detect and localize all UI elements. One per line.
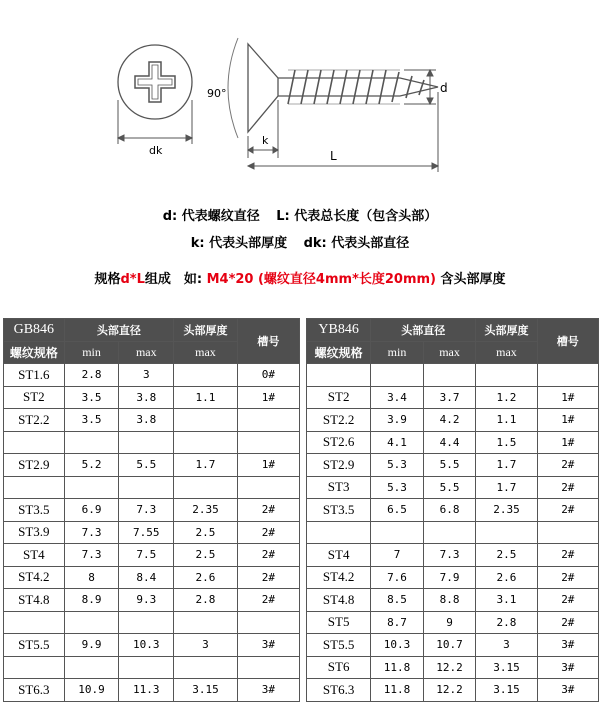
table-cell [237, 611, 299, 634]
table-cell: 8.7 [371, 611, 424, 634]
table-cell: 7.55 [119, 521, 174, 544]
d-label: d [440, 81, 448, 95]
table-cell: 8.8 [423, 589, 476, 612]
table-cell: ST4 [307, 544, 371, 567]
yb-min-header: min [371, 341, 424, 364]
gb-slot-header: 槽号 [237, 319, 299, 364]
table-cell: 4.1 [371, 431, 424, 454]
table-cell: 8.9 [64, 589, 119, 612]
table-cell: 3# [237, 679, 299, 702]
table-cell: 9 [423, 611, 476, 634]
table-cell: 2.5 [476, 544, 537, 567]
table-cell [64, 656, 119, 679]
spec-suffix: 组成 如: [144, 272, 207, 287]
table-cell: ST3.9 [4, 521, 65, 544]
table-cell: ST2.6 [307, 431, 371, 454]
screw-side-view [248, 44, 438, 132]
legend-line-2 [0, 232, 600, 251]
table-cell: 2.8 [476, 611, 537, 634]
table-cell [119, 656, 174, 679]
legend-d: d: 代表螺纹直径 [162, 209, 260, 224]
yb-slot-header: 槽号 [537, 319, 598, 364]
table-cell: 8.4 [119, 566, 174, 589]
table-cell: ST2.2 [307, 409, 371, 432]
table-row [307, 634, 599, 657]
table-row [307, 364, 599, 387]
gb-min-header: min [64, 341, 119, 364]
table-cell: 3# [537, 656, 598, 679]
table-cell: 4.4 [423, 431, 476, 454]
table-cell [119, 476, 174, 499]
table-cell: 9.3 [119, 589, 174, 612]
table-cell: 2.6 [174, 566, 238, 589]
table-cell [64, 476, 119, 499]
table-row [307, 611, 599, 634]
table-cell: 2.5 [174, 521, 238, 544]
gb846-spec-table [3, 318, 300, 702]
yb-thickness-max-header: max [476, 341, 537, 364]
table-cell: 1# [537, 386, 598, 409]
table-cell: 3.15 [174, 679, 238, 702]
table-cell: ST3.5 [307, 499, 371, 522]
table-cell: ST5 [307, 611, 371, 634]
table-cell [4, 611, 65, 634]
table-cell: ST5.5 [307, 634, 371, 657]
spec-format-line [0, 268, 600, 287]
table-cell: 2.35 [476, 499, 537, 522]
table-cell [174, 476, 238, 499]
gb-head-diameter-header: 头部直径 [64, 319, 174, 342]
table-cell: 2# [237, 589, 299, 612]
table-cell: 12.2 [423, 679, 476, 702]
table-cell: 1# [537, 431, 598, 454]
table-cell: 9.9 [64, 634, 119, 657]
table-cell: 10.7 [423, 634, 476, 657]
table-cell: ST5.5 [4, 634, 65, 657]
table-cell [237, 409, 299, 432]
table-cell: 7.3 [119, 499, 174, 522]
table-cell [64, 611, 119, 634]
table-cell: 2# [237, 544, 299, 567]
gb-head-thickness-header: 头部厚度 [174, 319, 238, 342]
table-cell: 3 [174, 634, 238, 657]
table-cell: 8.5 [371, 589, 424, 612]
legend-dk: dk: 代表头部直径 [303, 236, 410, 251]
table-cell: ST4.8 [307, 589, 371, 612]
table-cell: 6.9 [64, 499, 119, 522]
table-cell: 5.5 [119, 454, 174, 477]
table-cell: ST6.3 [4, 679, 65, 702]
table-cell: 1.7 [476, 476, 537, 499]
table-cell: 11.8 [371, 656, 424, 679]
spec-note: 含头部厚度 [436, 272, 506, 287]
table-cell: 3# [537, 679, 598, 702]
table-cell: 11.3 [119, 679, 174, 702]
table-cell: ST2.9 [4, 454, 65, 477]
table-cell: 7.3 [64, 544, 119, 567]
table-cell: 6.8 [423, 499, 476, 522]
table-row [4, 431, 300, 454]
table-cell: ST2 [4, 386, 65, 409]
table-row [4, 409, 300, 432]
table-cell: 10.3 [371, 634, 424, 657]
yb-head-thickness-header: 头部厚度 [476, 319, 537, 342]
table-cell: 2# [537, 566, 598, 589]
table-cell: 3.8 [119, 386, 174, 409]
table-cell: 1# [237, 454, 299, 477]
table-cell: 5.3 [371, 454, 424, 477]
table-cell: 2# [237, 521, 299, 544]
table-cell: ST6.3 [307, 679, 371, 702]
table-cell [423, 521, 476, 544]
table-cell: 3.15 [476, 656, 537, 679]
table-row [307, 589, 599, 612]
table-cell: 7 [371, 544, 424, 567]
table-cell: 4.2 [423, 409, 476, 432]
table-cell [4, 656, 65, 679]
gb-max-header: max [119, 341, 174, 364]
table-cell: 3.4 [371, 386, 424, 409]
yb846-spec-table [306, 318, 599, 702]
table-cell [423, 364, 476, 387]
table-cell: ST1.6 [4, 364, 65, 387]
table-cell: 2.35 [174, 499, 238, 522]
table-cell [476, 521, 537, 544]
table-cell: ST6 [307, 656, 371, 679]
table-cell: 2.8 [64, 364, 119, 387]
table-cell: 7.3 [423, 544, 476, 567]
screw-head-top-view [118, 45, 192, 119]
table-row [4, 499, 300, 522]
table-cell: ST4.2 [4, 566, 65, 589]
table-row [307, 521, 599, 544]
table-cell [174, 656, 238, 679]
table-cell: 2.6 [476, 566, 537, 589]
table-cell: ST2 [307, 386, 371, 409]
table-cell: 2# [537, 476, 598, 499]
table-cell [371, 521, 424, 544]
table-cell: 7.3 [64, 521, 119, 544]
table-cell: 5.3 [371, 476, 424, 499]
legend-L: L: 代表总长度（包含头部） [276, 209, 438, 224]
table-cell: 5.5 [423, 476, 476, 499]
dk-label: dk [149, 144, 163, 157]
L-label: L [330, 149, 337, 163]
table-cell: ST3 [307, 476, 371, 499]
table-cell: 6.5 [371, 499, 424, 522]
table-cell: 2.8 [174, 589, 238, 612]
table-cell: 3 [476, 634, 537, 657]
table-row [4, 634, 300, 657]
table-cell: 11.8 [371, 679, 424, 702]
table-row [4, 386, 300, 409]
table-cell [119, 431, 174, 454]
table-row [307, 499, 599, 522]
table-cell: 3.9 [371, 409, 424, 432]
table-cell: 2# [537, 499, 598, 522]
table-row [307, 454, 599, 477]
table-cell: 2# [537, 454, 598, 477]
table-cell [174, 364, 238, 387]
table-row [307, 409, 599, 432]
table-row [4, 364, 300, 387]
legend-line-1 [0, 205, 600, 224]
table-row [4, 476, 300, 499]
yb-standard-header: YB846 [307, 319, 371, 342]
table-cell [476, 364, 537, 387]
table-row [4, 521, 300, 544]
table-cell: 1.7 [476, 454, 537, 477]
table-cell: ST3.5 [4, 499, 65, 522]
table-cell: 2# [237, 566, 299, 589]
table-row [307, 386, 599, 409]
table-cell: 2# [537, 589, 598, 612]
table-row [307, 544, 599, 567]
gb-thickness-max-header: max [174, 341, 238, 364]
table-cell [174, 431, 238, 454]
spec-example: M4*20 (螺纹直径4mm*长度20mm) [206, 272, 436, 287]
table-cell: 1.1 [476, 409, 537, 432]
angle-label: 90° [207, 87, 227, 100]
table-cell: 7.6 [371, 566, 424, 589]
table-cell [237, 476, 299, 499]
table-cell [537, 521, 598, 544]
table-cell: 8 [64, 566, 119, 589]
table-cell: 3.7 [423, 386, 476, 409]
screw-technical-drawing [0, 0, 600, 190]
table-cell: ST2.2 [4, 409, 65, 432]
table-cell: 3.15 [476, 679, 537, 702]
table-cell: ST4 [4, 544, 65, 567]
table-cell: 0# [237, 364, 299, 387]
table-cell: ST4.8 [4, 589, 65, 612]
table-cell: 3# [537, 634, 598, 657]
table-row [307, 431, 599, 454]
table-cell [371, 364, 424, 387]
table-cell: 3.8 [119, 409, 174, 432]
yb-head-diameter-header: 头部直径 [371, 319, 476, 342]
table-cell [64, 431, 119, 454]
table-row [4, 454, 300, 477]
table-cell [307, 521, 371, 544]
spec-prefix: 规格 [94, 272, 121, 287]
table-cell: 1.1 [174, 386, 238, 409]
table-row [4, 611, 300, 634]
table-cell: 3.5 [64, 386, 119, 409]
table-cell [237, 431, 299, 454]
table-cell [4, 476, 65, 499]
table-cell: 3.5 [64, 409, 119, 432]
dk-dimension [118, 100, 192, 144]
table-cell: ST2.9 [307, 454, 371, 477]
table-row [307, 476, 599, 499]
table-cell: 3# [237, 634, 299, 657]
table-row [4, 679, 300, 702]
table-row [4, 589, 300, 612]
table-cell: 3 [119, 364, 174, 387]
table-cell: 1# [537, 409, 598, 432]
table-row [4, 544, 300, 567]
table-cell: 10.9 [64, 679, 119, 702]
gb-standard-header: GB846 [4, 319, 65, 342]
table-row [4, 566, 300, 589]
table-row [4, 656, 300, 679]
table-cell: 7.5 [119, 544, 174, 567]
k-dimension [248, 100, 278, 158]
table-cell: 12.2 [423, 656, 476, 679]
table-cell: 1.5 [476, 431, 537, 454]
table-cell [237, 656, 299, 679]
table-row [307, 566, 599, 589]
yb-max-header: max [423, 341, 476, 364]
table-cell [307, 364, 371, 387]
table-cell: 5.5 [423, 454, 476, 477]
angle-dimension [228, 38, 238, 138]
table-cell: 1# [237, 386, 299, 409]
table-cell [174, 611, 238, 634]
table-cell: ST4.2 [307, 566, 371, 589]
table-cell: 10.3 [119, 634, 174, 657]
gb-thread-spec-header: 螺纹规格 [4, 341, 65, 364]
table-cell: 1.7 [174, 454, 238, 477]
table-cell: 7.9 [423, 566, 476, 589]
table-cell: 1.2 [476, 386, 537, 409]
table-cell: 2.5 [174, 544, 238, 567]
table-cell [4, 431, 65, 454]
table-cell: 2# [537, 544, 598, 567]
table-cell: 5.2 [64, 454, 119, 477]
table-row [307, 656, 599, 679]
table-cell: 3.1 [476, 589, 537, 612]
table-cell: 2# [237, 499, 299, 522]
table-cell [174, 409, 238, 432]
yb-thread-spec-header: 螺纹规格 [307, 341, 371, 364]
k-label: k [262, 134, 269, 147]
table-cell [537, 364, 598, 387]
table-cell [119, 611, 174, 634]
table-row [307, 679, 599, 702]
spec-formula: d*L [120, 272, 145, 287]
legend-k: k: 代表头部厚度 [190, 236, 288, 251]
table-cell: 2# [537, 611, 598, 634]
